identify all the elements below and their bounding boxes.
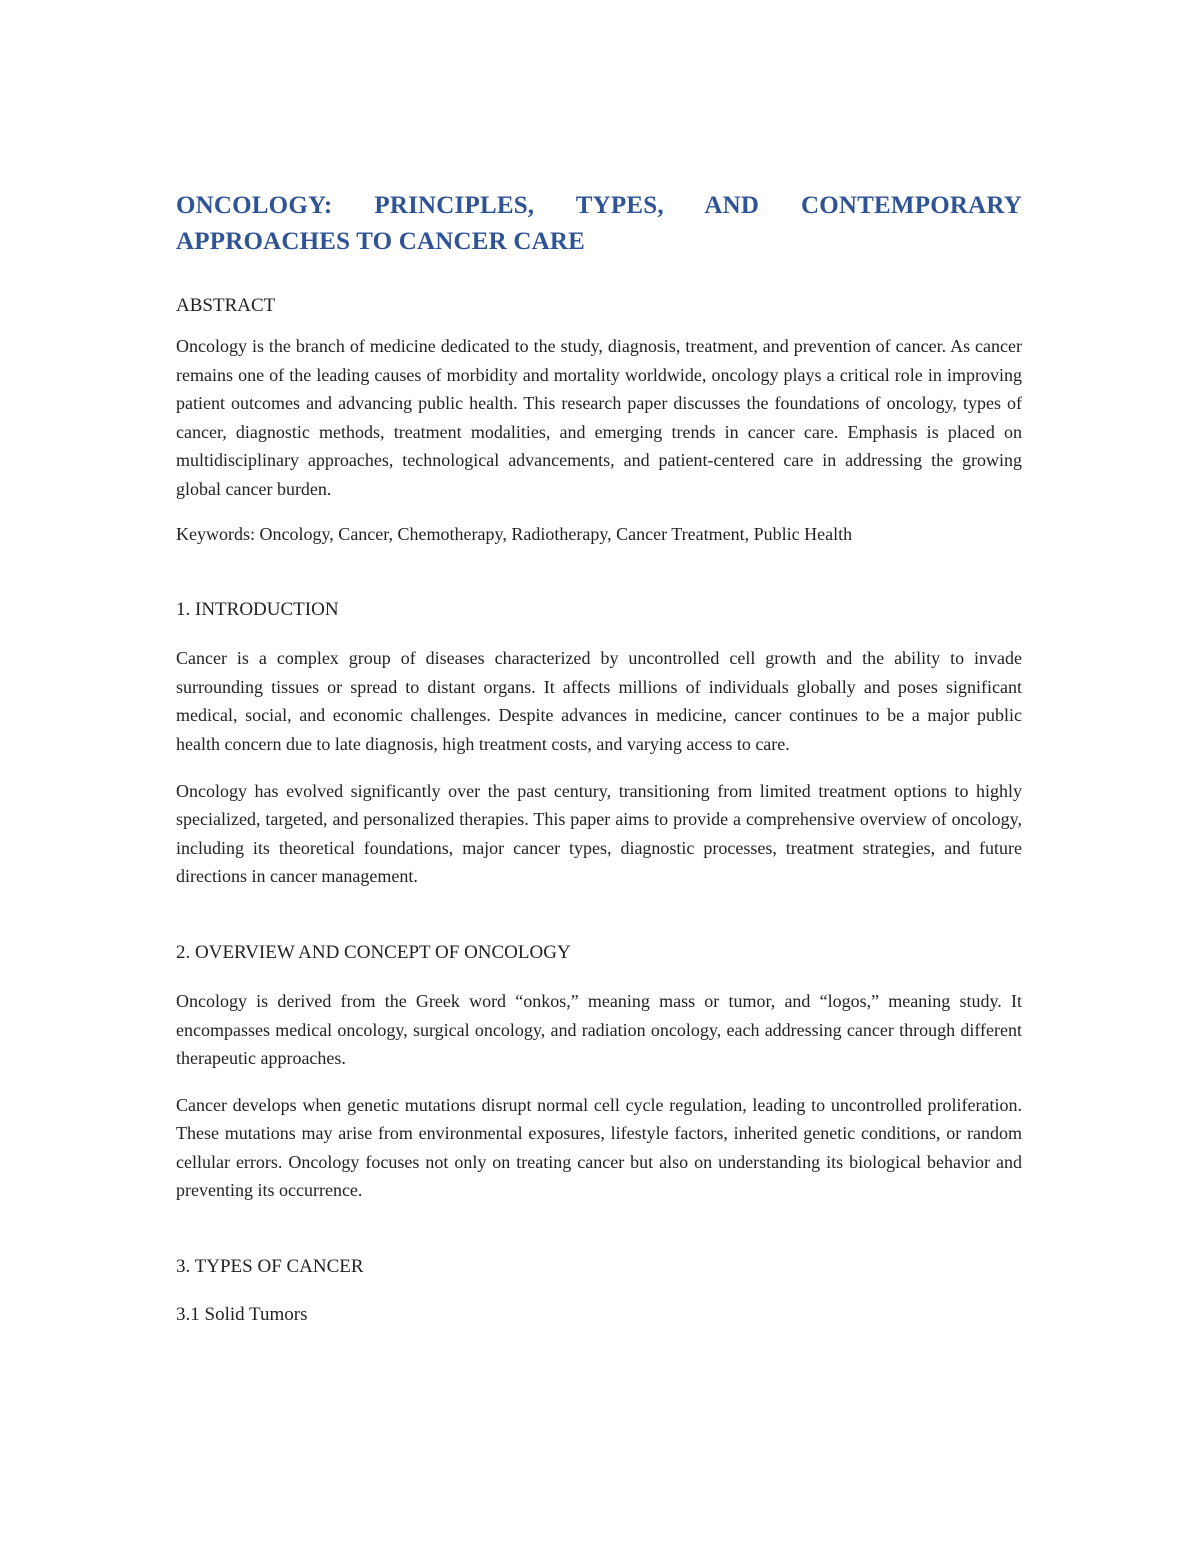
keywords-line: Keywords: Oncology, Cancer, Chemotherapy, Radiotherapy, Cancer Treatment, Public Health (176, 523, 853, 544)
section-heading-introduction: 1. INTRODUCTION (176, 599, 339, 621)
document-page (176, 188, 1022, 1329)
introduction-paragraph-2: Oncology has evolved significantly over the past century, transitioning from limited treatment options to highly specialized, targeted, and personalized therapies. This paper aims to provide a comprehensive overview of oncology, including its theoretical foundations, major cancer types, diagnostic processes, treatment strategies, and future directions in cancer management. (176, 780, 1022, 887)
section-heading-types-of-cancer: 3. TYPES OF CANCER (176, 1256, 364, 1278)
abstract-body: Oncology is the branch of medicine dedicated to the study, diagnosis, treatment, and prevention of cancer. As cancer remains one of the leading causes of morbidity and mortality worldwide, oncology plays a critical role in improving patient outcomes and advancing public health. This research paper discusses the foundations of oncology, types of cancer, diagnostic methods, treatment modalities, and emerging trends in cancer care. Emphasis is placed on multidisciplinary approaches, technological advancements, and patient-centered care in addressing the growing global cancer burden. (176, 336, 1022, 499)
introduction-paragraph-1: Cancer is a complex group of diseases characterized by uncontrolled cell growth and the ability to invade surrounding tissues or spread to distant organs. It affects millions of individuals globally and poses significant medical, social, and economic challenges. Despite advances in medicine, cancer continues to be a major public health concern due to late diagnosis, high treatment costs, and varying access to care. (176, 648, 1022, 754)
abstract-heading: ABSTRACT (176, 295, 276, 316)
overview-paragraph-1: Oncology is derived from the Greek word “onkos,” meaning mass or tumor, and “logos,” meaning study. It encompasses medical oncology, surgical oncology, and radiation oncology, each addressing cancer through different therapeutic approaches. (176, 990, 1022, 1069)
subsection-heading-solid-tumors: 3.1 Solid Tumors (176, 1304, 308, 1326)
paper-title: ONCOLOGY: PRINCIPLES, TYPES, AND CONTEMPORARY APPROACHES TO CANCER CARE (176, 192, 1022, 255)
section-heading-overview: 2. OVERVIEW AND CONCEPT OF ONCOLOGY (176, 941, 571, 963)
overview-paragraph-2: Cancer develops when genetic mutations disrupt normal cell cycle regulation, leading to uncontrolled proliferation. These mutations may arise from environmental exposures, lifestyle factors, inherited genetic conditions, or random cellular errors. Oncology focuses not only on treating cancer but also on understanding its biological behavior and preventing its occurrence. (176, 1094, 1022, 1201)
